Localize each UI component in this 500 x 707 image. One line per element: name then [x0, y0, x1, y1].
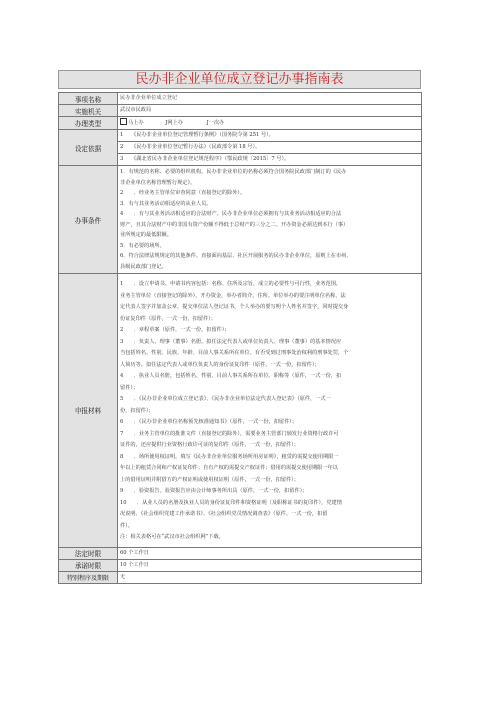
condition-line: 6．符合法律法规规定的其他条件。直接面向基层、社区开展服务的民办非企业单位，原则上在市州、 — [120, 253, 352, 259]
material-line: 4 ．执业人员名册，包括姓名、性别、目前人事关系所在单位、职称等（原件，一式一份，扣 — [120, 373, 342, 379]
value-legal-limit: 60 个工作日 — [118, 547, 422, 559]
row-handling-type — [59, 117, 422, 130]
value-handling-type — [118, 117, 422, 130]
condition-line: 1．有规范的名称、必要的组织机构。民办非企业单位的名称必须符合国务院民政部门制订的《民办 — [120, 169, 347, 175]
material-line: 7 ．业务主管单位的批准文件（直接登记的除外），需要业务主管部门颁发行业资格行政许可 — [120, 430, 339, 437]
material-line: 6 ．《民办非企业单位名称预先核准通知书》（原件，一式一份，扣留件）； — [120, 419, 298, 425]
option-online-prefix: J — [165, 120, 168, 126]
checkbox-icon — [120, 118, 127, 125]
condition-line: 非企业单位名称管理暂行规定》。 — [120, 179, 196, 186]
material-line: 上的借用证明并附借方的产权证明或使用权证明（原件，一式一份，扣留件）； — [120, 476, 299, 483]
material-line: 10 ．从业人员的名册及执业人员的身份证复印件和资格证明（及职称证书的复印件），党建情 — [120, 499, 342, 506]
material-line: 9 ．验资报告。验资报告应由会计师事务所出具（原件，一式一份，扣留件）； — [120, 488, 308, 494]
material-line: 8 ．场所使用权证明。填写《民办非企业单位服务场所用房证明》，租赁的需提交使用期限一 — [120, 453, 339, 460]
condition-line: 财产，且其合法财产中的非国有资产份额不得低于总财产的三分之二。开办资金必须达到本行（事） — [120, 221, 349, 228]
row-special — [59, 571, 422, 583]
value-materials — [118, 274, 422, 548]
condition-line: 业所规定的最低限额。 — [120, 232, 172, 238]
label-promise-limit: 承诺时限 — [59, 559, 118, 571]
label-special: 特别程序及期限 — [59, 571, 118, 583]
row-materials — [59, 274, 422, 548]
basis-item: 1 《民办非企业单位登记管理暂行条例》（国务院令第 251 号）。 — [120, 132, 274, 138]
value-special: 无 — [118, 571, 422, 583]
material-line: 证件的，还应提供行业资格行政许可证的复印件（原件，一式一份，扣留件）； — [120, 442, 299, 448]
row-item-name — [59, 93, 422, 105]
basis-item: 2 《民办非企业单位登记暂行办法》（民政部令第 18 号）。 — [118, 141, 421, 153]
page-title: 民办非企业单位成立登记办事指南表 — [58, 70, 421, 89]
guide-table — [58, 92, 422, 584]
option-once: 一次办 — [208, 120, 225, 126]
option-immediate: 马上办 — [128, 120, 144, 126]
material-line: 业务主管单位（直接登记的除外），开办资金，举办者简介，住所。单位举办的要注明单位名称、法 — [120, 292, 346, 299]
material-line: 当包括姓名、性别、民族、年龄、目前人事关系所在单位、有否受到过刑事处治权利的刑事处罚，个 — [120, 350, 349, 356]
label-handling-type: 办理类型 — [59, 117, 118, 130]
condition-line: 5．有必要的场所。 — [120, 242, 165, 249]
material-line: 年以上的租赁合同和产权证复印件；自有产权的需提交产权证件；借用的需提交使用期限一年以 — [120, 465, 338, 471]
material-line: 2 ．章程草案（原件，一式一份，扣留件）； — [120, 327, 230, 333]
material-line: 况说明、《社会组织党建工作承诺书》、《社会组织党员情况调查表》（原件，一式一份，扣留 — [120, 511, 328, 517]
basis-item: 3 《湖北省民办非企业单位登记规范程序》（鄂民政规〔2015〕7 号）。 — [118, 153, 421, 165]
option-once-prefix: J — [206, 120, 209, 126]
material-line: 1 ．设立申请书。申请书内容包括：名称、住所及宗旨，成立的必要性与可行性，业务范围， — [120, 281, 342, 287]
material-line: 人简历等。拟任法定代表人或单位负责人的身份证复印件（原件，一式一份，扣留件）； — [120, 361, 320, 368]
condition-line: 2 ．经业务主管单位审查同意（直接登记的除外）。 — [120, 190, 246, 196]
material-line: 3 ．负责人、理事（董事）名册。拟任法定代表人或单位负责人、理事（董事）的基本情况应 — [120, 338, 342, 345]
label-basis: 设定依据 — [59, 130, 118, 166]
label-materials: 申报材料 — [59, 274, 118, 548]
condition-line: 3．有与其业务活动相适应的从业人员。 — [120, 200, 212, 207]
material-line: 留件）； — [120, 384, 139, 391]
label-agency: 实施机关 — [59, 105, 118, 117]
label-item-name: 事项名称 — [59, 93, 118, 105]
material-line: 份证复印件（原件，一式一份，扣留件）； — [120, 315, 216, 322]
row-legal-limit — [59, 547, 422, 559]
condition-line: 县级民政部门登记。 — [120, 263, 167, 270]
row-basis — [59, 130, 422, 166]
material-line: 件）。 — [120, 522, 133, 529]
material-line: 定代表人签字并加盖公章，提交单位法人登记证书，个人举办的要写明个人姓名并签字，同时提交身 — [120, 304, 349, 310]
material-line: 5 ．《民办非企业单位成立登记表》、《民办非企业单位法定代表人登记表》（原件，一式一 — [120, 396, 331, 402]
option-online: 网上办 — [167, 120, 183, 126]
label-conditions: 办事条件 — [59, 166, 118, 274]
value-item-name: 民办非企业单位成立登记 — [118, 93, 422, 105]
value-conditions — [118, 166, 422, 274]
label-legal-limit: 法定时限 — [59, 547, 118, 559]
row-promise-limit — [59, 559, 422, 571]
value-basis — [118, 130, 422, 166]
value-agency: 武汉市民政局 — [118, 105, 422, 117]
value-promise-limit: 10 个工作日 — [118, 559, 422, 571]
row-conditions — [59, 166, 422, 274]
row-agency — [59, 105, 422, 117]
material-line: 份，扣留件）； — [120, 407, 154, 414]
material-note: 注：相关表格可在“武汉市社会组织网”下载。 — [120, 534, 224, 540]
condition-line: 4 ．有与其业务活动相适应的合法财产。民办非企业单位必须拥有与其业务活动相适应的合法 — [120, 211, 342, 217]
